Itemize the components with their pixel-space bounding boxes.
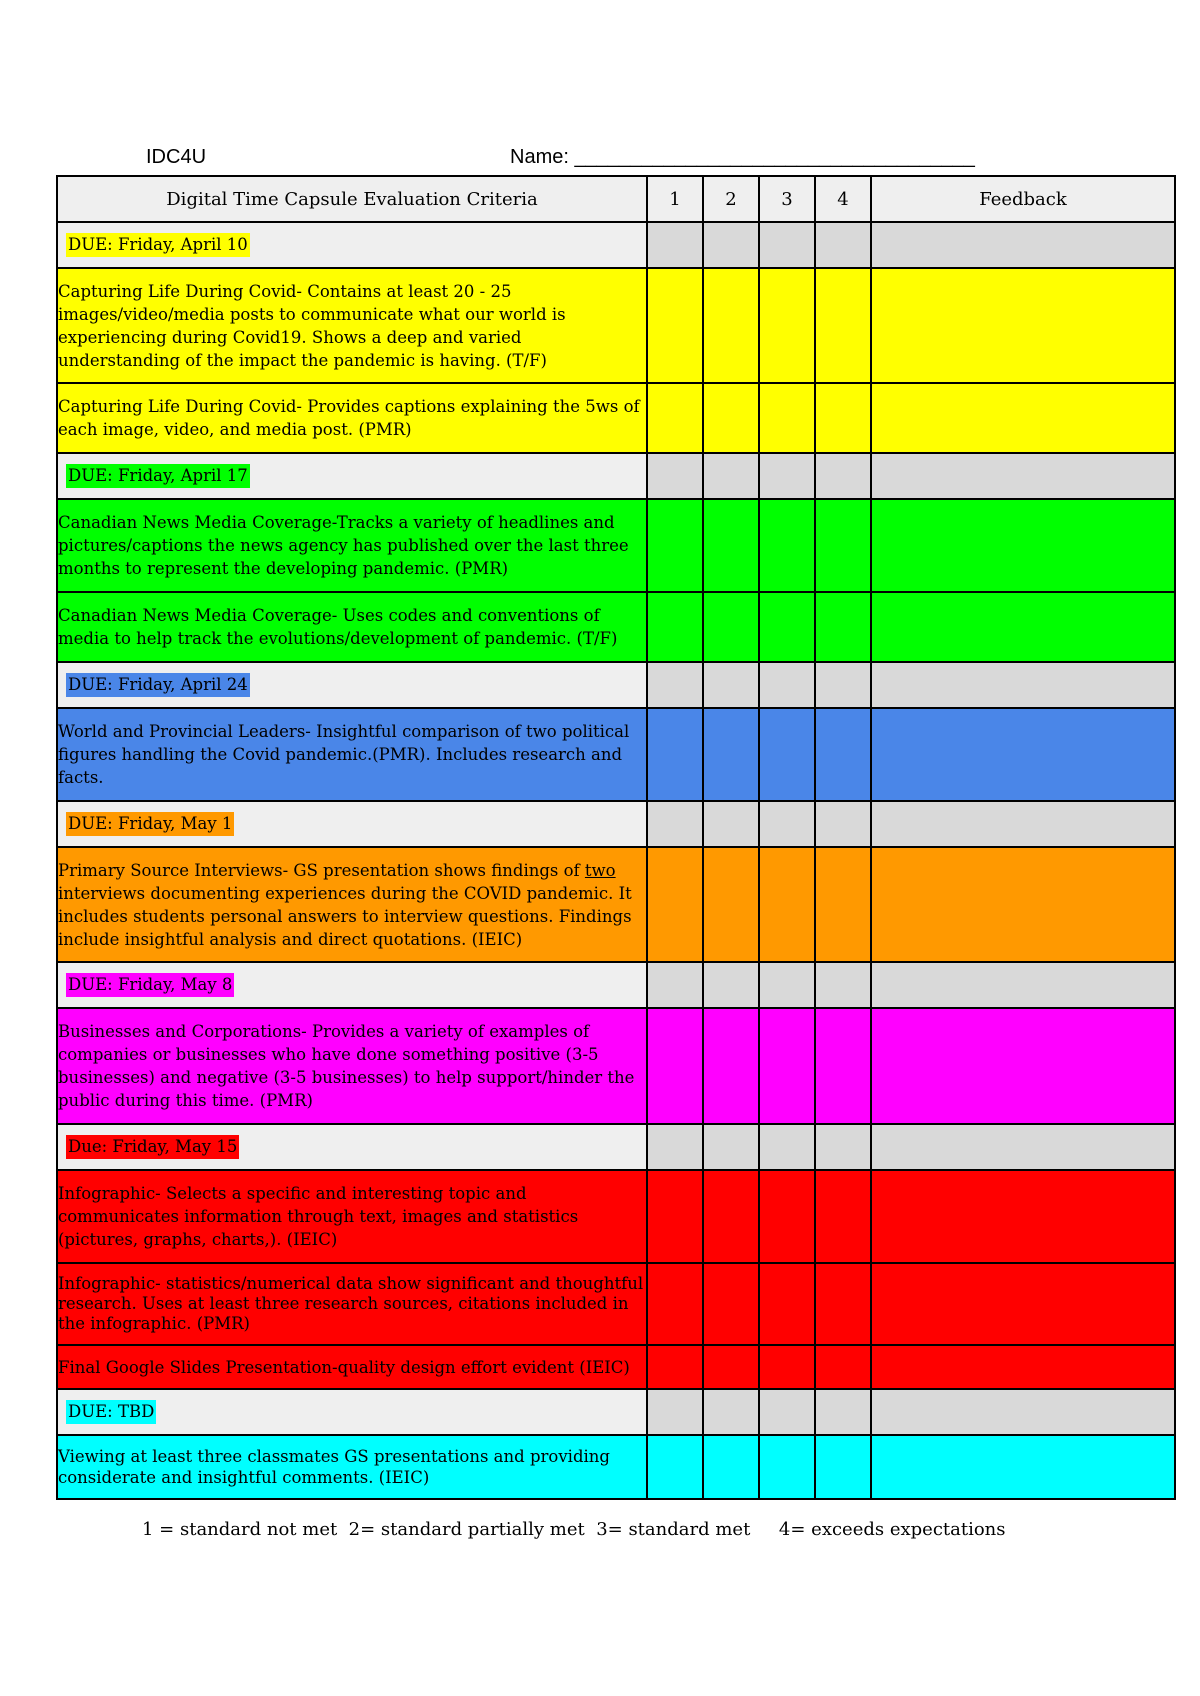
score-cell-3[interactable] [759, 1345, 815, 1389]
score-cell-4[interactable] [815, 847, 871, 962]
criteria-row [57, 1170, 1175, 1263]
score-cell-1[interactable] [647, 499, 703, 592]
score-cell-4[interactable] [815, 962, 871, 1008]
criteria-text: Final Google Slides Presentation-quality design effort evident (IEIC) [57, 1345, 647, 1389]
score-cell-1[interactable] [647, 1435, 703, 1499]
score-cell-4[interactable] [815, 592, 871, 662]
score-cell-3[interactable] [759, 499, 815, 592]
criteria-row [57, 268, 1175, 383]
feedback-cell[interactable] [871, 268, 1175, 383]
score-cell-3[interactable] [759, 268, 815, 383]
score-cell-1[interactable] [647, 801, 703, 847]
criteria-text: Viewing at least three classmates GS presentations and providing considerate and insightful comments. (IEIC) [57, 1435, 647, 1499]
criteria-text [57, 847, 647, 962]
criteria-row [57, 1008, 1175, 1124]
score-cell-2[interactable] [703, 453, 759, 499]
criteria-text: Capturing Life During Covid- Contains at least 20 - 25 images/video/media posts to communicate what our world is experiencing during Covid19. Shows a deep and varied understanding of the impact the pandemic is having. (T/F) [57, 268, 647, 383]
score-cell-1[interactable] [647, 1008, 703, 1124]
score-cell-1[interactable] [647, 962, 703, 1008]
score-cell-2[interactable] [703, 1389, 759, 1435]
score-cell-3[interactable] [759, 662, 815, 708]
score-cell-3[interactable] [759, 453, 815, 499]
table-header-row [57, 176, 1175, 222]
score-cell-2[interactable] [703, 801, 759, 847]
criteria-text: Canadian News Media Coverage-Tracks a variety of headlines and pictures/captions the news agency has published over the last three months to represent the developing pandemic. (PMR) [57, 499, 647, 592]
due-cell [57, 1389, 647, 1435]
score-cell-4[interactable] [815, 383, 871, 453]
score-cell-3[interactable] [759, 383, 815, 453]
score-cell-3[interactable] [759, 1170, 815, 1263]
due-cell [57, 453, 647, 499]
due-date-label: DUE: TBD [66, 1400, 156, 1424]
feedback-column-header: Feedback [871, 176, 1175, 222]
due-cell [57, 662, 647, 708]
score-cell-3[interactable] [759, 1008, 815, 1124]
score-cell-2[interactable] [703, 662, 759, 708]
score-cell-1[interactable] [647, 383, 703, 453]
feedback-cell[interactable] [871, 1435, 1175, 1499]
score-cell-4[interactable] [815, 708, 871, 801]
feedback-cell[interactable] [871, 453, 1175, 499]
score-cell-3[interactable] [759, 708, 815, 801]
feedback-cell[interactable] [871, 962, 1175, 1008]
feedback-cell[interactable] [871, 662, 1175, 708]
criteria-text: Businesses and Corporations- Provides a variety of examples of companies or businesses who have done something positive (3-5 businesses) and negative (3-5 businesses) to help support/hinder the public during this time. (PMR) [57, 1008, 647, 1124]
criteria-text: Canadian News Media Coverage- Uses codes and conventions of media to help track the evolutions/development of pandemic. (T/F) [57, 592, 647, 662]
score-cell-2[interactable] [703, 1008, 759, 1124]
score-cell-2[interactable] [703, 1263, 759, 1345]
due-row [57, 1124, 1175, 1170]
due-date-label: Due: Friday, May 15 [66, 1135, 239, 1159]
feedback-cell[interactable] [871, 847, 1175, 962]
feedback-cell[interactable] [871, 801, 1175, 847]
score-cell-2[interactable] [703, 708, 759, 801]
score-cell-1[interactable] [647, 268, 703, 383]
score-cell-1[interactable] [647, 708, 703, 801]
criteria-row [57, 383, 1175, 453]
course-code: IDC4U [146, 146, 207, 168]
criteria-text: Capturing Life During Covid- Provides captions explaining the 5ws of each image, video, and media post. (PMR) [57, 383, 647, 453]
level-1-column-header: 1 [647, 176, 703, 222]
due-row [57, 662, 1175, 708]
score-cell-3[interactable] [759, 1435, 815, 1499]
score-cell-2[interactable] [703, 1170, 759, 1263]
score-cell-3[interactable] [759, 847, 815, 962]
score-cell-3[interactable] [759, 222, 815, 268]
due-date-label: DUE: Friday, May 1 [66, 812, 234, 836]
due-row [57, 1389, 1175, 1435]
due-row [57, 453, 1175, 499]
score-cell-2[interactable] [703, 268, 759, 383]
score-cell-1[interactable] [647, 1389, 703, 1435]
due-date-label: DUE: Friday, April 17 [66, 464, 250, 488]
score-cell-4[interactable] [815, 662, 871, 708]
criteria-text: World and Provincial Leaders- Insightful comparison of two political figures handling the Covid pandemic.(PMR). Includes research and facts. [57, 708, 647, 801]
score-cell-1[interactable] [647, 1124, 703, 1170]
evaluation-table [56, 175, 1176, 1500]
feedback-cell[interactable] [871, 592, 1175, 662]
level-3-column-header: 3 [759, 176, 815, 222]
criteria-text-part: interviews documenting experiences during the COVID pandemic. It includes students personal answers to interview questions. Findings include insightful analysis and direct quotations. (IEIC) [58, 883, 632, 949]
due-cell [57, 801, 647, 847]
score-cell-3[interactable] [759, 962, 815, 1008]
score-cell-2[interactable] [703, 499, 759, 592]
criteria-row [57, 847, 1175, 962]
score-cell-4[interactable] [815, 453, 871, 499]
scoring-legend: 1 = standard not met 2= standard partially met 3= standard met 4= exceeds expectations [142, 1519, 1006, 1540]
criteria-row [57, 499, 1175, 592]
score-cell-3[interactable] [759, 1124, 815, 1170]
score-cell-2[interactable] [703, 1124, 759, 1170]
feedback-cell[interactable] [871, 1345, 1175, 1389]
score-cell-1[interactable] [647, 592, 703, 662]
score-cell-4[interactable] [815, 1389, 871, 1435]
due-date-label: DUE: Friday, April 10 [66, 233, 250, 257]
score-cell-2[interactable] [703, 1345, 759, 1389]
score-cell-1[interactable] [647, 222, 703, 268]
score-cell-2[interactable] [703, 383, 759, 453]
score-cell-3[interactable] [759, 801, 815, 847]
feedback-cell[interactable] [871, 1263, 1175, 1345]
score-cell-2[interactable] [703, 592, 759, 662]
score-cell-4[interactable] [815, 801, 871, 847]
score-cell-2[interactable] [703, 222, 759, 268]
feedback-cell[interactable] [871, 222, 1175, 268]
score-cell-4[interactable] [815, 222, 871, 268]
criteria-text: Infographic- statistics/numerical data show significant and thoughtful research. Uses at least three research sources, citations included in the infographic. (PMR) [57, 1263, 647, 1345]
score-cell-2[interactable] [703, 847, 759, 962]
feedback-cell[interactable] [871, 1170, 1175, 1263]
score-cell-2[interactable] [703, 962, 759, 1008]
feedback-cell[interactable] [871, 1008, 1175, 1124]
criteria-row [57, 708, 1175, 801]
score-cell-4[interactable] [815, 268, 871, 383]
due-row [57, 222, 1175, 268]
feedback-cell[interactable] [871, 1124, 1175, 1170]
score-cell-3[interactable] [759, 592, 815, 662]
due-cell [57, 1124, 647, 1170]
level-2-column-header: 2 [703, 176, 759, 222]
criteria-row [57, 1345, 1175, 1389]
score-cell-1[interactable] [647, 847, 703, 962]
criteria-text: Infographic- Selects a specific and interesting topic and communicates information through text, images and statistics (pictures, graphs, charts,). (IEIC) [57, 1170, 647, 1263]
score-cell-2[interactable] [703, 1435, 759, 1499]
score-cell-1[interactable] [647, 453, 703, 499]
score-cell-4[interactable] [815, 1008, 871, 1124]
feedback-cell[interactable] [871, 499, 1175, 592]
due-date-label: DUE: Friday, April 24 [66, 673, 250, 697]
criteria-text-part: Primary Source Interviews- GS presentation shows findings of [58, 860, 585, 880]
feedback-cell[interactable] [871, 708, 1175, 801]
score-cell-3[interactable] [759, 1389, 815, 1435]
criteria-text-underlined: two [584, 860, 616, 880]
score-cell-1[interactable] [647, 1170, 703, 1263]
score-cell-4[interactable] [815, 499, 871, 592]
criteria-column-header: Digital Time Capsule Evaluation Criteria [57, 176, 647, 222]
feedback-cell[interactable] [871, 383, 1175, 453]
score-cell-1[interactable] [647, 662, 703, 708]
score-cell-1[interactable] [647, 1345, 703, 1389]
criteria-row [57, 592, 1175, 662]
level-4-column-header: 4 [815, 176, 871, 222]
criteria-row [57, 1263, 1175, 1345]
criteria-row [57, 1435, 1175, 1499]
feedback-cell[interactable] [871, 1389, 1175, 1435]
name-field-label: Name: ____________________________________ [510, 146, 975, 168]
due-cell [57, 222, 647, 268]
score-cell-3[interactable] [759, 1263, 815, 1345]
score-cell-4[interactable] [815, 1263, 871, 1345]
due-row [57, 962, 1175, 1008]
score-cell-1[interactable] [647, 1263, 703, 1345]
score-cell-4[interactable] [815, 1170, 871, 1263]
score-cell-4[interactable] [815, 1435, 871, 1499]
due-cell [57, 962, 647, 1008]
score-cell-4[interactable] [815, 1124, 871, 1170]
due-date-label: DUE: Friday, May 8 [66, 973, 234, 997]
due-row [57, 801, 1175, 847]
score-cell-4[interactable] [815, 1345, 871, 1389]
